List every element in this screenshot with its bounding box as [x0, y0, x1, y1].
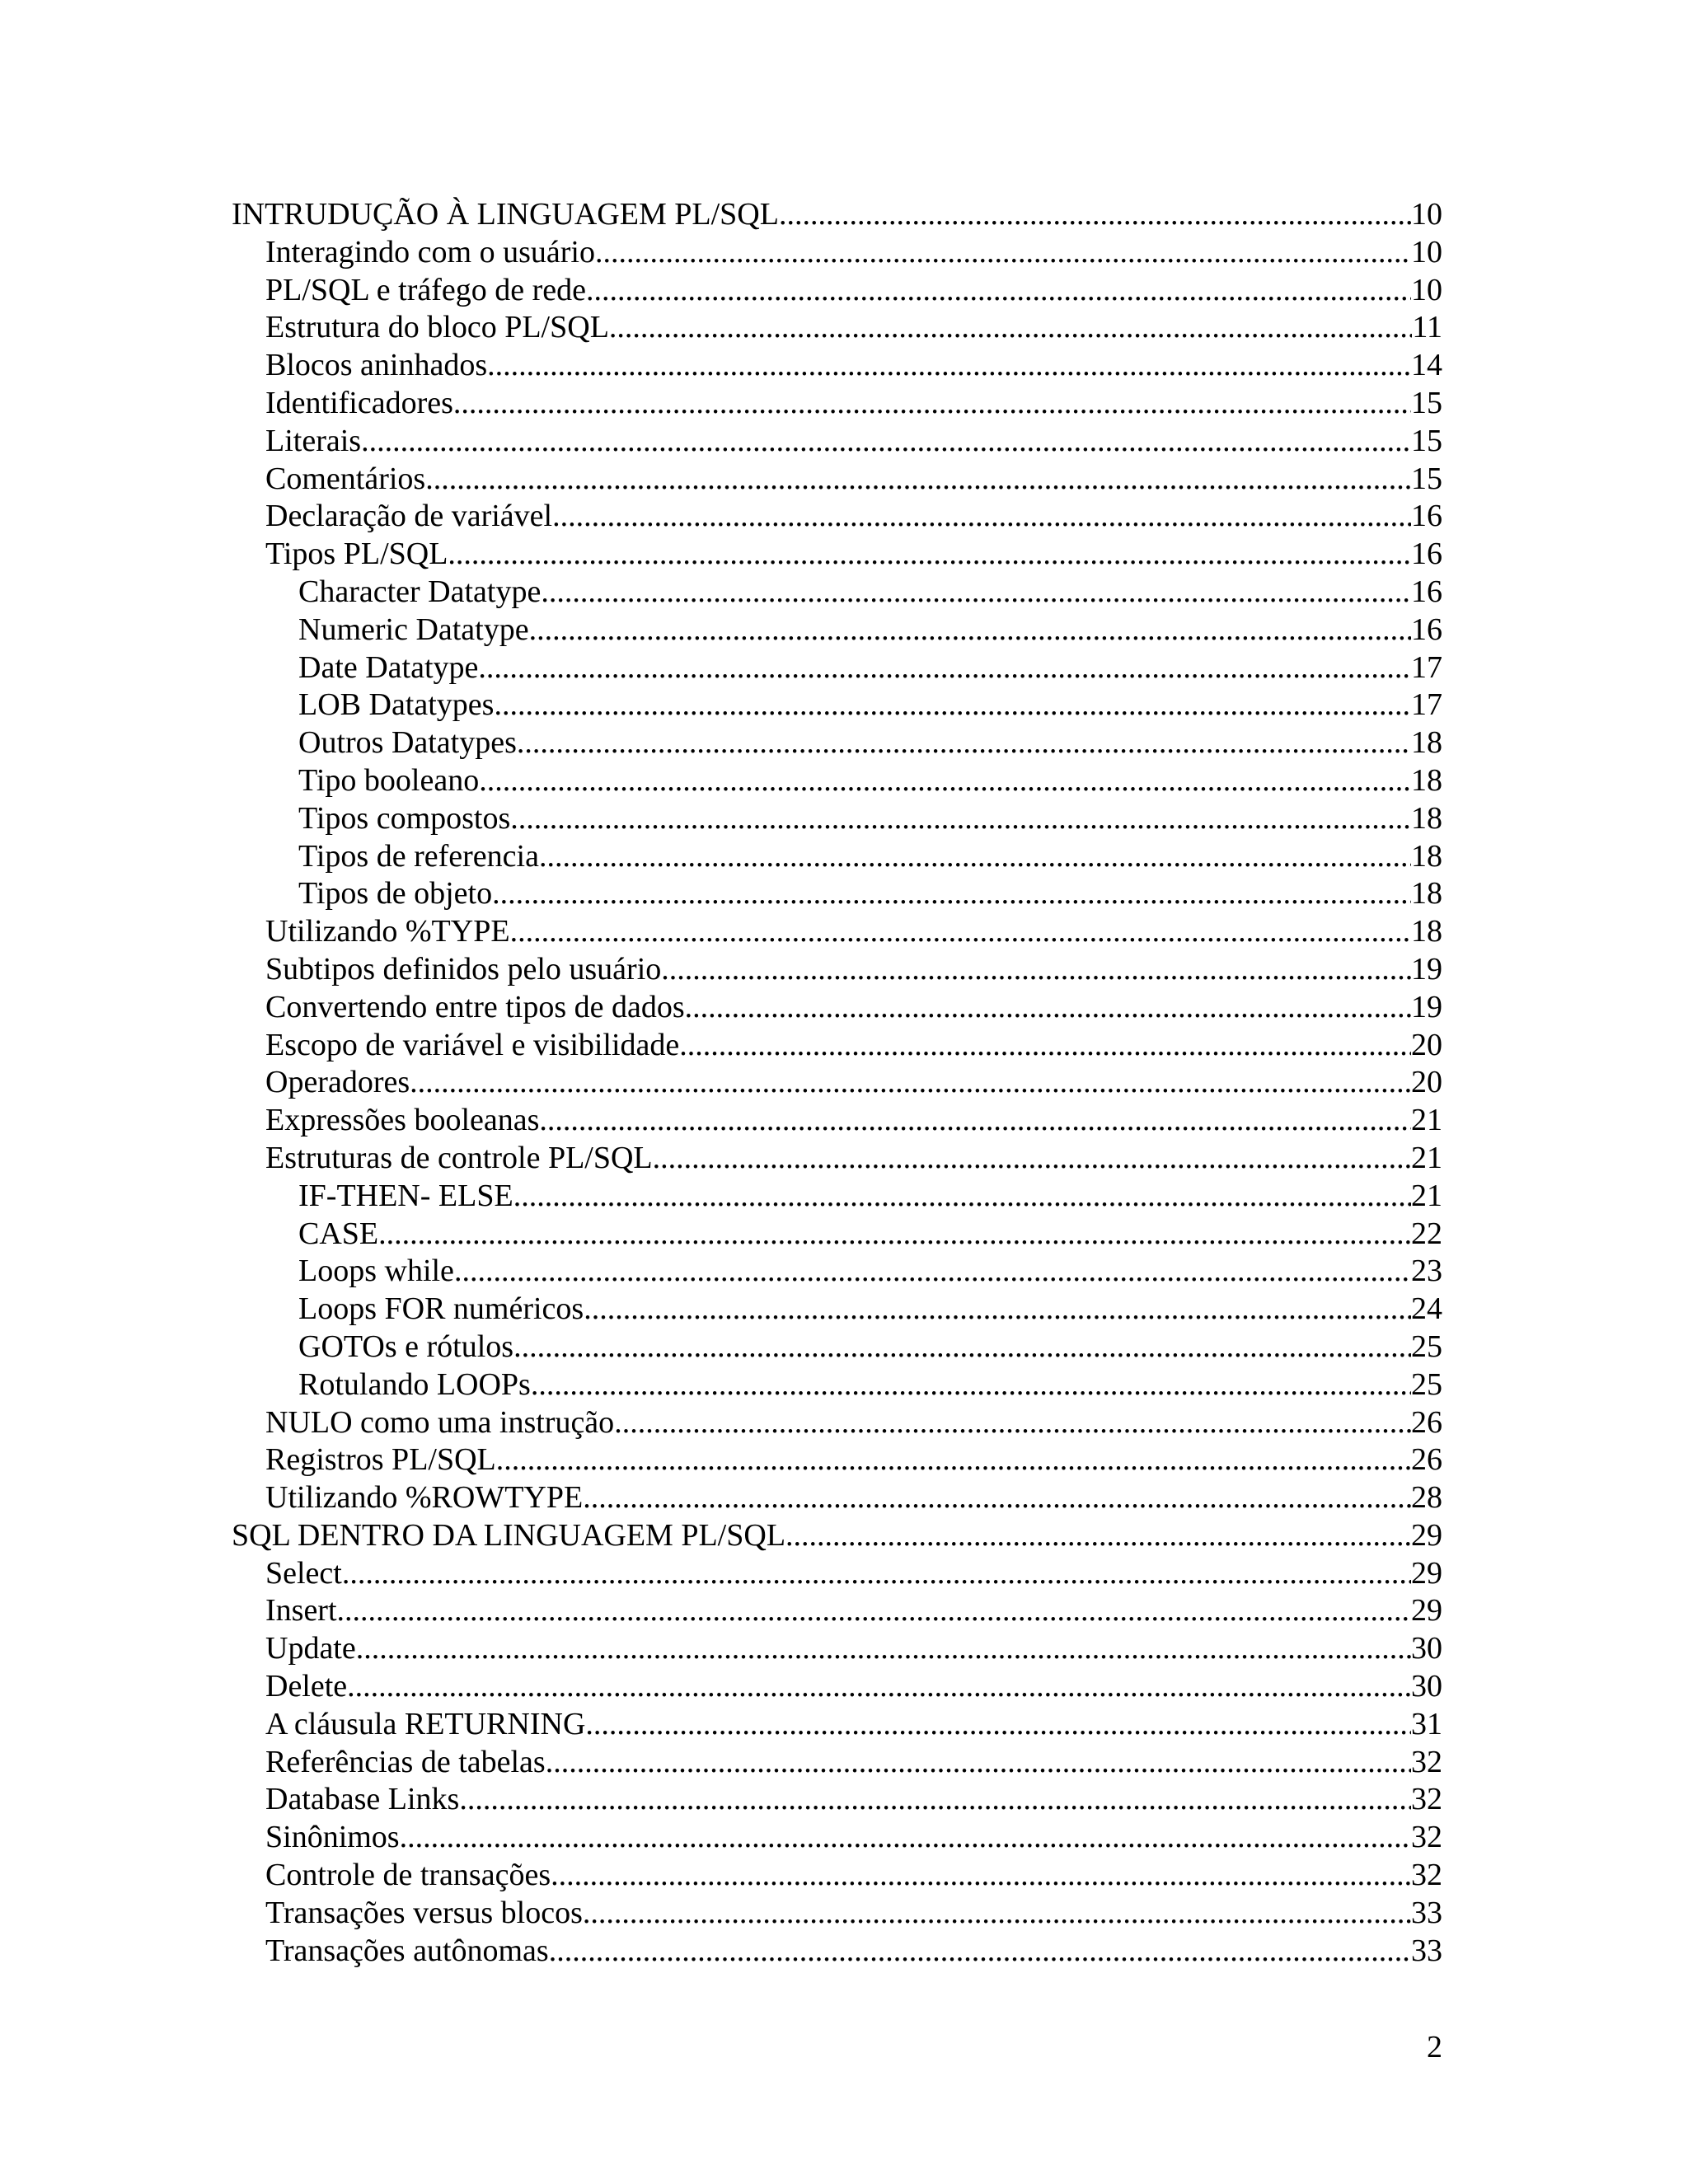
toc-entry-title: NULO como uma instrução	[265, 1404, 615, 1440]
toc-entry-title: Date Datatype	[298, 649, 479, 685]
dot-leader	[425, 461, 1411, 499]
toc-entry-title: Sinônimos	[265, 1820, 400, 1855]
toc-entry-page-number: 17	[1411, 649, 1442, 685]
dot-leader	[478, 649, 1411, 687]
dot-leader	[513, 1329, 1411, 1366]
toc-entry-title: Convertendo entre tipos de dados	[265, 989, 685, 1024]
toc-entry-title: Identificadores	[265, 385, 453, 420]
toc-entry-page-number: 17	[1411, 687, 1442, 723]
toc-entry[interactable]	[0, 1933, 1688, 1971]
toc-entry-page-number: 30	[1411, 1669, 1442, 1704]
toc-entry-title: Registros PL/SQL	[265, 1442, 496, 1478]
toc-entry-title: A cláusula RETURNING	[265, 1706, 586, 1741]
dot-leader	[448, 536, 1411, 574]
dot-leader	[539, 838, 1411, 876]
toc-entry-title: Referências de tabelas	[265, 1744, 546, 1779]
toc-entry-page-number: 33	[1411, 1933, 1442, 1968]
toc-entry[interactable]	[0, 1441, 1688, 1479]
toc-entry[interactable]	[0, 1329, 1688, 1366]
dot-leader	[653, 1140, 1411, 1178]
toc-entry-page-number: 16	[1411, 537, 1442, 572]
dot-leader	[337, 1592, 1411, 1630]
dot-leader	[552, 498, 1411, 536]
toc-entry[interactable]	[0, 1781, 1688, 1819]
dot-leader	[779, 196, 1411, 234]
toc-entry[interactable]	[0, 1555, 1688, 1593]
toc-entry-title: Delete	[265, 1669, 348, 1704]
toc-entry[interactable]	[0, 612, 1688, 649]
dot-leader	[494, 687, 1411, 724]
toc-entry[interactable]	[0, 1027, 1688, 1065]
dot-leader	[585, 1706, 1411, 1744]
toc-entry-title: Tipos compostos	[298, 800, 511, 836]
toc-entry[interactable]	[0, 272, 1688, 310]
toc-chapter-entry[interactable]	[0, 1517, 1688, 1555]
toc-entry[interactable]	[0, 724, 1688, 762]
dot-leader	[454, 1253, 1411, 1291]
page-number: 2	[1427, 2030, 1442, 2064]
toc-entry-page-number: 18	[1411, 800, 1442, 836]
toc-entry-page-number: 32	[1411, 1782, 1442, 1817]
dot-leader	[510, 913, 1411, 951]
dot-leader	[595, 234, 1411, 272]
toc-entry-page-number: 16	[1411, 612, 1442, 647]
toc-entry-title: Transações autônomas	[265, 1933, 549, 1968]
toc-entry-title: LOB Datatypes	[298, 687, 495, 723]
toc-entry[interactable]	[0, 1857, 1688, 1895]
dot-leader	[529, 612, 1411, 649]
toc-entry-title: Loops while	[298, 1254, 454, 1289]
toc-entry-page-number: 10	[1411, 272, 1442, 307]
toc-entry-title: Declaração de variável	[265, 499, 553, 534]
dot-leader	[586, 272, 1411, 310]
toc-entry-page-number: 16	[1411, 499, 1442, 534]
toc-entry-title: Loops FOR numéricos	[298, 1291, 584, 1327]
toc-entry-title: Character Datatype	[298, 574, 542, 609]
toc-entry[interactable]	[0, 838, 1688, 876]
toc-entry[interactable]	[0, 951, 1688, 989]
toc-entry-title: Tipos de objeto	[298, 876, 493, 912]
dot-leader	[584, 1291, 1411, 1329]
toc-entry-page-number: 18	[1411, 762, 1442, 798]
toc-entry-page-number: 14	[1411, 348, 1442, 383]
toc-entry-page-number: 18	[1411, 914, 1442, 949]
toc-entry[interactable]	[0, 309, 1688, 347]
toc-entry-page-number: 19	[1411, 989, 1442, 1024]
toc-entry-title: INTRUDUÇÃO À LINGUAGEM PL/SQL	[232, 197, 779, 232]
toc-entry[interactable]	[0, 1592, 1688, 1630]
toc-entry-title: Interagindo com o usuário	[265, 234, 595, 269]
dot-leader	[539, 1102, 1411, 1140]
toc-entry-page-number: 18	[1411, 838, 1442, 874]
toc-entry-title: Outros Datatypes	[298, 725, 517, 761]
dot-leader	[549, 1933, 1411, 1971]
toc-entry[interactable]	[0, 989, 1688, 1027]
dot-leader	[347, 1668, 1411, 1706]
toc-entry[interactable]	[0, 498, 1688, 536]
toc-entry-page-number: 32	[1411, 1820, 1442, 1855]
toc-entry-page-number: 21	[1411, 1178, 1442, 1213]
toc-entry-title: Blocos aninhados	[265, 348, 488, 383]
dot-leader	[661, 951, 1411, 989]
toc-entry[interactable]	[0, 687, 1688, 724]
toc-entry-page-number: 15	[1411, 385, 1442, 420]
toc-entry-title: Utilizando %TYPE	[265, 914, 510, 949]
toc-entry-page-number: 26	[1411, 1404, 1442, 1440]
toc-entry-title: Tipo booleano	[298, 762, 480, 798]
toc-entry[interactable]	[0, 461, 1688, 499]
toc-entry-title: Tipos de referencia	[298, 838, 539, 874]
toc-chapter-entry[interactable]	[0, 196, 1688, 234]
toc-entry[interactable]	[0, 1140, 1688, 1178]
dot-leader	[356, 1630, 1411, 1668]
dot-leader	[378, 1216, 1411, 1254]
toc-entry-page-number: 29	[1411, 1593, 1442, 1629]
toc-entry-title: Utilizando %ROWTYPE	[265, 1480, 584, 1516]
dot-leader	[546, 1744, 1411, 1782]
toc-entry-title: Select	[265, 1555, 342, 1591]
dot-leader	[487, 347, 1411, 385]
toc-entry-title: GOTOs e rótulos	[298, 1329, 514, 1364]
toc-entry-title: Subtipos definidos pelo usuário	[265, 951, 662, 987]
dot-leader	[513, 1178, 1411, 1216]
dot-leader	[685, 989, 1411, 1027]
toc-entry[interactable]	[0, 1064, 1688, 1102]
toc-entry-page-number: 31	[1411, 1706, 1442, 1741]
toc-entry[interactable]	[0, 913, 1688, 951]
toc-entry-page-number: 20	[1411, 1065, 1442, 1100]
toc-entry-title: Update	[265, 1631, 356, 1666]
toc-entry-page-number: 25	[1411, 1366, 1442, 1402]
toc-entry-page-number: 20	[1411, 1027, 1442, 1062]
dot-leader	[785, 1517, 1411, 1555]
toc-entry[interactable]	[0, 1668, 1688, 1706]
toc-entry-title: Expressões booleanas	[265, 1103, 540, 1138]
toc-entry-title: Operadores	[265, 1065, 410, 1100]
toc-entry-title: Insert	[265, 1593, 337, 1629]
toc-entry-page-number: 23	[1411, 1254, 1442, 1289]
toc-entry[interactable]	[0, 1895, 1688, 1933]
toc-entry-title: Transações versus blocos	[265, 1895, 583, 1930]
dot-leader	[609, 309, 1413, 347]
dot-leader	[492, 875, 1411, 913]
toc-entry-page-number: 32	[1411, 1858, 1442, 1893]
toc-entry-page-number: 24	[1411, 1291, 1442, 1327]
toc-entry[interactable]	[0, 574, 1688, 612]
toc-entry-page-number: 33	[1411, 1895, 1442, 1930]
toc-entry-page-number: 18	[1411, 876, 1442, 912]
toc-entry-page-number: 10	[1411, 197, 1442, 232]
toc-entry[interactable]	[0, 875, 1688, 913]
dot-leader	[510, 800, 1411, 838]
toc-entry[interactable]	[0, 1366, 1688, 1404]
toc-entry-title: Estruturas de controle PL/SQL	[265, 1140, 653, 1175]
toc-entry-title: Literais	[265, 423, 362, 458]
dot-leader	[551, 1857, 1411, 1895]
toc-entry[interactable]	[0, 234, 1688, 272]
dot-leader	[453, 385, 1411, 423]
toc-entry-page-number: 30	[1411, 1631, 1442, 1666]
dot-leader	[583, 1479, 1411, 1517]
dot-leader	[410, 1064, 1411, 1102]
dot-leader	[361, 423, 1411, 461]
toc-entry-title: Rotulando LOOPs	[298, 1366, 531, 1402]
toc-entry-page-number: 32	[1411, 1744, 1442, 1779]
toc-entry-page-number: 29	[1411, 1555, 1442, 1591]
dot-leader	[517, 724, 1411, 762]
dot-leader	[679, 1027, 1411, 1065]
toc-entry-title: Estrutura do bloco PL/SQL	[265, 310, 609, 345]
toc-entry[interactable]	[0, 347, 1688, 385]
toc-entry-title: Tipos PL/SQL	[265, 537, 448, 572]
table-of-contents	[0, 196, 1688, 1970]
toc-entry[interactable]	[0, 1102, 1688, 1140]
dot-leader	[342, 1555, 1411, 1593]
dot-leader	[531, 1366, 1411, 1404]
dot-leader	[479, 762, 1411, 800]
toc-entry[interactable]	[0, 1744, 1688, 1782]
toc-entry-page-number: 16	[1411, 574, 1442, 609]
dot-leader	[541, 574, 1411, 612]
toc-entry[interactable]	[0, 1291, 1688, 1329]
toc-entry-page-number: 19	[1411, 951, 1442, 987]
toc-entry[interactable]	[0, 762, 1688, 800]
toc-entry-title: IF-THEN- ELSE	[298, 1178, 513, 1213]
toc-entry[interactable]	[0, 649, 1688, 687]
toc-entry[interactable]	[0, 1630, 1688, 1668]
dot-leader	[614, 1404, 1411, 1442]
toc-entry-title: SQL DENTRO DA LINGUAGEM PL/SQL	[232, 1517, 786, 1553]
toc-entry[interactable]	[0, 1404, 1688, 1442]
toc-entry-title: CASE	[298, 1216, 379, 1251]
toc-entry[interactable]	[0, 1216, 1688, 1254]
toc-entry[interactable]	[0, 1178, 1688, 1216]
toc-entry-page-number: 22	[1411, 1216, 1442, 1251]
dot-leader	[400, 1819, 1411, 1857]
toc-entry-page-number: 11	[1412, 310, 1442, 345]
toc-entry-page-number: 15	[1411, 461, 1442, 496]
toc-entry[interactable]	[0, 423, 1688, 461]
dot-leader	[459, 1781, 1411, 1819]
toc-entry-title: Comentários	[265, 461, 426, 496]
toc-entry-page-number: 26	[1411, 1442, 1442, 1478]
toc-entry[interactable]	[0, 1253, 1688, 1291]
toc-entry-page-number: 21	[1411, 1140, 1442, 1175]
toc-entry[interactable]	[0, 1479, 1688, 1517]
toc-entry-title: Escopo de variável e visibilidade	[265, 1027, 680, 1062]
toc-entry-page-number: 29	[1411, 1517, 1442, 1553]
toc-entry-title: Numeric Datatype	[298, 612, 529, 647]
toc-entry-title: Controle de transações	[265, 1858, 551, 1893]
toc-entry[interactable]	[0, 385, 1688, 423]
toc-entry-page-number: 25	[1411, 1329, 1442, 1364]
toc-entry-page-number: 10	[1411, 234, 1442, 269]
toc-entry-page-number: 21	[1411, 1103, 1442, 1138]
toc-entry-page-number: 18	[1411, 725, 1442, 761]
toc-entry-page-number: 15	[1411, 423, 1442, 458]
toc-entry-title: Database Links	[265, 1782, 460, 1817]
toc-entry[interactable]	[0, 536, 1688, 574]
toc-entry-page-number: 28	[1411, 1480, 1442, 1516]
toc-entry-title: PL/SQL e tráfego de rede	[265, 272, 586, 307]
dot-leader	[583, 1895, 1411, 1933]
dot-leader	[496, 1441, 1411, 1479]
toc-entry[interactable]	[0, 1819, 1688, 1857]
toc-entry[interactable]	[0, 1706, 1688, 1744]
toc-entry[interactable]	[0, 800, 1688, 838]
